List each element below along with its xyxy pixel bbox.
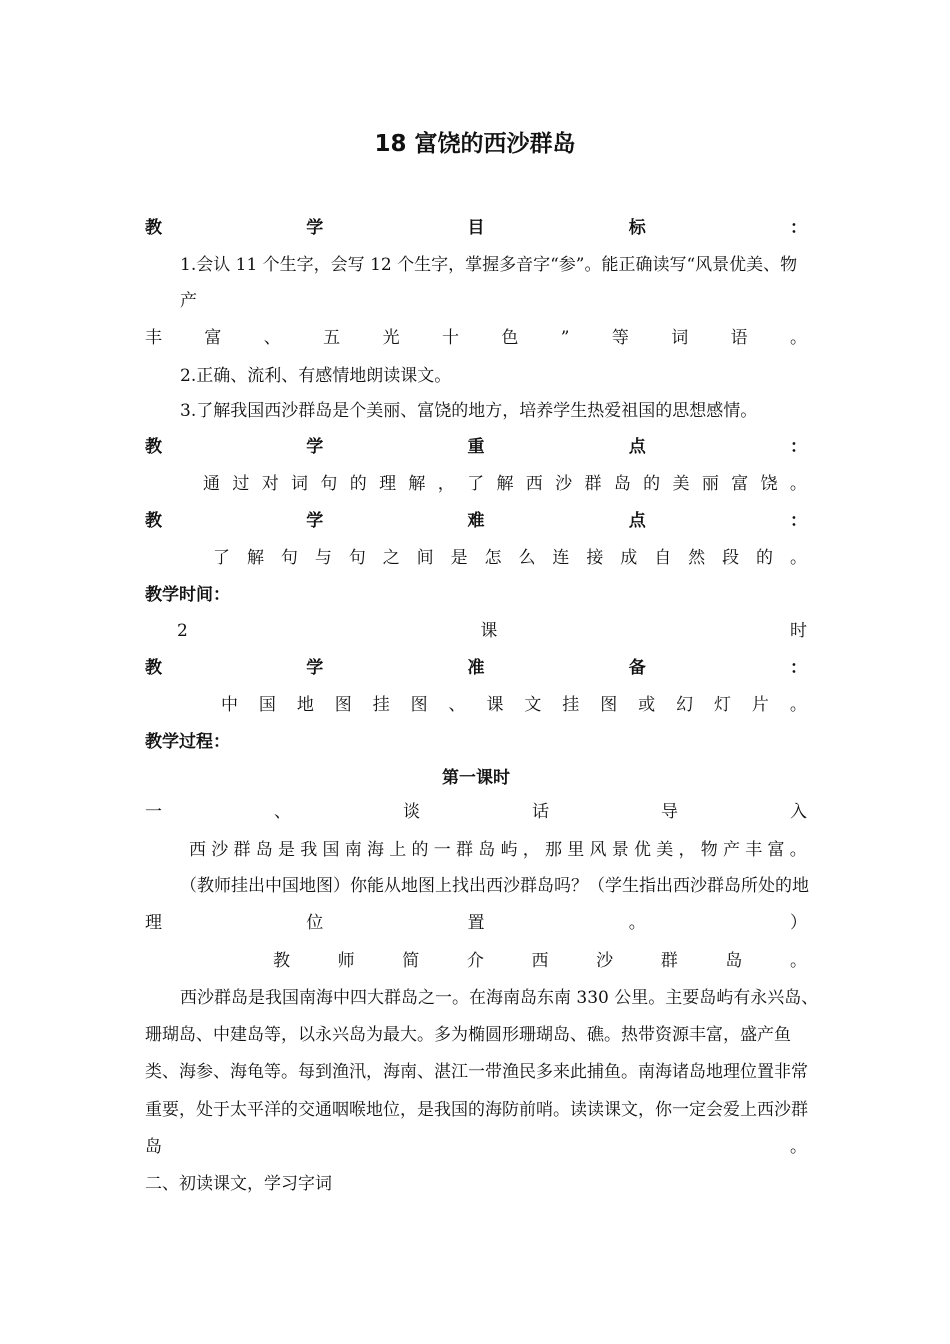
- spread-char: ，: [522, 840, 540, 860]
- spread-char: 置: [467, 913, 485, 933]
- spread-char: 的: [411, 840, 429, 860]
- spread-char: 等: [611, 328, 629, 348]
- spread-char: 美: [672, 474, 690, 494]
- spread-char: 。: [789, 695, 807, 715]
- spread-char: 挂: [562, 695, 580, 715]
- spread-char: 西: [189, 840, 206, 860]
- spread-char: 幻: [676, 695, 694, 715]
- spread-char: 导: [661, 802, 678, 822]
- spread-char: 学: [306, 218, 324, 238]
- spread-char: 重: [467, 437, 485, 457]
- spread-char: 的: [756, 548, 773, 568]
- spread-char: 群: [660, 951, 678, 971]
- spread-char: 产: [723, 840, 740, 860]
- spread-char: 。: [789, 474, 807, 494]
- spread-char: 之: [382, 548, 400, 568]
- spread-char: 岛: [145, 1137, 162, 1157]
- spread-char: 富: [204, 328, 222, 348]
- spread-char: 段: [722, 548, 740, 568]
- spread-char: 点: [628, 437, 646, 457]
- lesson-one-heading: 第一课时: [442, 768, 510, 788]
- spread-char: 通: [203, 474, 220, 494]
- spread-char: 地: [296, 695, 314, 715]
- spread-char: 风: [589, 840, 607, 860]
- spread-char: 理: [379, 474, 397, 494]
- key-points-text: [145, 472, 807, 496]
- spread-char: 、: [274, 802, 291, 822]
- paragraph-line-4: 重要，处于太平洋的交通咽喉地位，是我国的海防前哨。读读课文，你一定会爱上西沙群: [145, 1100, 808, 1120]
- spread-char: 难: [467, 511, 485, 531]
- spread-char: 解: [408, 474, 426, 494]
- spread-char: 图: [600, 695, 618, 715]
- spread-char: 一: [433, 840, 451, 860]
- spread-char: ，: [437, 474, 455, 494]
- spread-char: 上: [389, 840, 407, 860]
- spread-char: 岛: [478, 840, 496, 860]
- spread-char: ：: [790, 437, 807, 457]
- spread-char: 了: [467, 474, 485, 494]
- spread-char: 沙: [555, 474, 573, 494]
- spread-char: 国: [322, 840, 340, 860]
- spread-char: 时: [789, 621, 807, 641]
- spread-char: 丰: [745, 840, 763, 860]
- difficulties-heading: [145, 509, 807, 533]
- paragraph-line-3: 类、海参、海龟等。每到渔汛，海南、湛江一带渔民多来此捕鱼。南海诸岛地理位置非常: [145, 1062, 808, 1082]
- spread-char: ：: [790, 511, 807, 531]
- spread-char: 十: [441, 328, 459, 348]
- spread-char: 语: [730, 328, 748, 348]
- spread-char: 是: [450, 548, 468, 568]
- spread-char: 。: [789, 548, 807, 568]
- spread-char: 备: [628, 658, 646, 678]
- spread-char: 句: [320, 474, 338, 494]
- spread-char: 富: [767, 840, 785, 860]
- spread-char: 西: [531, 951, 549, 971]
- teacher-intro-line: [145, 949, 807, 973]
- spread-char: 我: [300, 840, 318, 860]
- spread-char: 教: [145, 511, 162, 531]
- spread-char: 沙: [211, 840, 229, 860]
- spread-char: 屿: [500, 840, 518, 860]
- spread-char: 。: [790, 1137, 807, 1157]
- spread-char: 词: [291, 474, 309, 494]
- spread-char: 南: [344, 840, 362, 860]
- spread-char: 灯: [713, 695, 731, 715]
- spread-char: 句: [348, 548, 366, 568]
- spread-char: 教: [145, 658, 162, 678]
- spread-char: 2: [177, 621, 188, 641]
- teacher-line-1: （教师挂出中国地图）你能从地图上找出西沙群岛吗？（学生指出西沙群岛所处的地: [180, 876, 809, 896]
- spread-char: 丰: [145, 328, 162, 348]
- spread-char: 教: [145, 437, 162, 457]
- spread-char: 课: [480, 621, 498, 641]
- spread-char: 句: [280, 548, 298, 568]
- spread-char: 图: [410, 695, 428, 715]
- paragraph-line-5: [145, 1135, 807, 1159]
- process-heading: 教学过程：: [145, 732, 230, 752]
- spread-char: 。: [628, 913, 646, 933]
- goal-1-line-1: 1.会认 11 个生字，会写 12 个生字，掌握多音字“参”。能正确读写“风景优美、物: [180, 255, 798, 275]
- spread-char: 话: [532, 802, 549, 822]
- goal-1-line-2: 产: [180, 291, 197, 311]
- spread-char: 课: [486, 695, 504, 715]
- spread-char: 接: [586, 548, 604, 568]
- time-text: [145, 619, 807, 643]
- spread-char: 西: [525, 474, 543, 494]
- goal-3: 3.了解我国西沙群岛是个美丽、富饶的地方，培养学生热爱祖国的思想感情。: [180, 401, 758, 421]
- goals-heading: [145, 216, 807, 240]
- spread-char: 学: [306, 658, 324, 678]
- time-heading: 教学时间：: [145, 585, 230, 605]
- spread-char: 优: [634, 840, 651, 860]
- spread-char: 或: [638, 695, 656, 715]
- spread-char: 解: [246, 548, 264, 568]
- step-two-heading: 二、初读课文，学习字词: [145, 1174, 332, 1194]
- preparation-text: [145, 693, 807, 717]
- spread-char: 沙: [596, 951, 614, 971]
- spread-char: 简: [402, 951, 420, 971]
- spread-char: 连: [552, 548, 570, 568]
- spread-char: ：: [790, 658, 807, 678]
- spread-char: ：: [790, 218, 807, 238]
- spread-char: 里: [567, 840, 585, 860]
- preparation-heading: [145, 656, 807, 680]
- key-points-heading: [145, 435, 807, 459]
- spread-char: 准: [467, 658, 485, 678]
- spread-char: 解: [496, 474, 514, 494]
- spread-char: 光: [382, 328, 400, 348]
- spread-char: 。: [789, 840, 807, 860]
- spread-char: 一: [145, 802, 162, 822]
- spread-char: 景: [611, 840, 629, 860]
- spread-char: 学: [306, 511, 324, 531]
- spread-char: 点: [628, 511, 646, 531]
- spread-char: 中: [221, 695, 238, 715]
- spread-char: 群: [456, 840, 473, 860]
- spread-char: 目: [467, 218, 485, 238]
- spread-char: 教: [273, 951, 290, 971]
- spread-char: 谈: [403, 802, 420, 822]
- spread-char: 位: [306, 913, 324, 933]
- spread-char: 。: [790, 951, 807, 971]
- spread-char: 岛: [725, 951, 743, 971]
- spread-char: 怎: [484, 548, 502, 568]
- spread-char: 岛: [613, 474, 631, 494]
- paragraph-line-2: 珊瑚岛、中建岛等，以永兴岛为最大。多为椭圆形珊瑚岛、礁。热带资源丰富，盛产鱼: [145, 1025, 791, 1045]
- spread-char: 成: [620, 548, 638, 568]
- spread-char: 群: [584, 474, 602, 494]
- spread-char: ”: [560, 328, 570, 348]
- spread-char: 了: [213, 548, 230, 568]
- spread-char: 丽: [701, 474, 719, 494]
- spread-char: 图: [334, 695, 352, 715]
- spread-char: 介: [466, 951, 484, 971]
- spread-char: 间: [416, 548, 434, 568]
- spread-char: 岛: [255, 840, 273, 860]
- teacher-line-2: [145, 911, 807, 935]
- step-one-heading: [145, 800, 807, 824]
- page-title: 18 富饶的西沙群岛: [374, 131, 576, 157]
- spread-char: 物: [700, 840, 718, 860]
- spread-char: 的: [349, 474, 367, 494]
- spread-char: 师: [337, 951, 355, 971]
- goal-2: 2.正确、流利、有感情地朗读课文。: [180, 366, 452, 386]
- spread-char: ，: [678, 840, 696, 860]
- spread-char: ）: [790, 913, 807, 933]
- spread-char: 挂: [372, 695, 390, 715]
- spread-char: 饶: [760, 474, 778, 494]
- spread-char: 那: [545, 840, 562, 860]
- spread-char: 文: [524, 695, 542, 715]
- spread-char: 对: [261, 474, 279, 494]
- spread-char: 理: [145, 913, 162, 933]
- spread-char: 群: [233, 840, 251, 860]
- spread-char: 入: [790, 802, 807, 822]
- spread-char: 学: [306, 437, 324, 457]
- spread-char: 、: [448, 695, 466, 715]
- spread-char: 过: [232, 474, 250, 494]
- intro-text: [145, 838, 807, 862]
- spread-char: 海: [367, 840, 384, 860]
- spread-char: 自: [654, 548, 672, 568]
- spread-char: 词: [671, 328, 689, 348]
- paragraph-line-1: 西沙群岛是我国南海中四大群岛之一。在海南岛东南 330 公里。主要岛屿有永兴岛、: [180, 988, 819, 1008]
- spread-char: 片: [751, 695, 769, 715]
- spread-char: 么: [518, 548, 536, 568]
- spread-char: 的: [643, 474, 661, 494]
- spread-char: 五: [323, 328, 341, 348]
- goal-1-line-3: [145, 326, 807, 350]
- spread-char: 富: [731, 474, 749, 494]
- spread-char: 标: [628, 218, 646, 238]
- spread-char: 。: [790, 328, 807, 348]
- spread-char: 美: [656, 840, 674, 860]
- spread-char: 然: [688, 548, 706, 568]
- spread-char: 、: [263, 328, 281, 348]
- spread-char: 国: [258, 695, 276, 715]
- difficulties-text: [145, 546, 807, 570]
- spread-char: 与: [314, 548, 332, 568]
- spread-char: 色: [501, 328, 519, 348]
- spread-char: 教: [145, 218, 162, 238]
- spread-char: 是: [278, 840, 295, 860]
